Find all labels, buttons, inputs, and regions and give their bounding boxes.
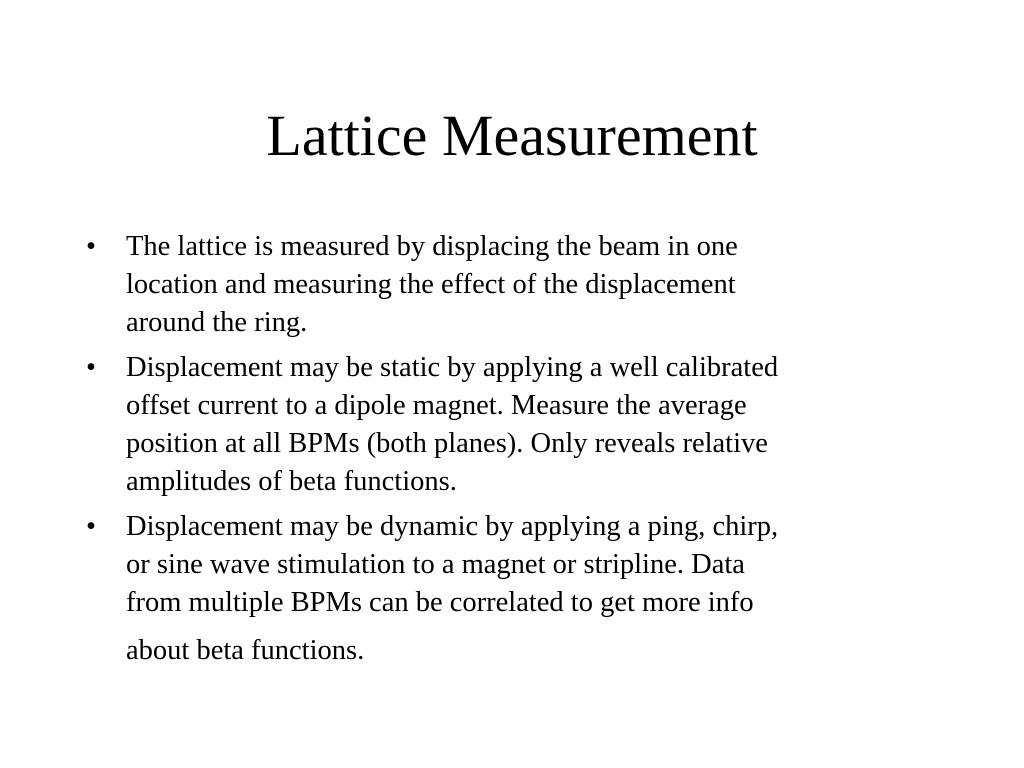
bullet-line: offset current to a dipole magnet. Measure the average bbox=[126, 390, 747, 421]
bullet-line: around the ring. bbox=[126, 307, 308, 338]
bullet-marker: • bbox=[86, 511, 96, 542]
bullet-line: amplitudes of beta functions. bbox=[126, 466, 457, 497]
bullet-line: position at all BPMs (both planes). Only reveals relative bbox=[126, 428, 768, 459]
bullet-line: or sine wave stimulation to a magnet or stripline. Data bbox=[126, 549, 745, 580]
bullet-marker: • bbox=[86, 352, 96, 383]
slide-title: Lattice Measurement bbox=[266, 103, 758, 168]
bullet-line: from multiple BPMs can be correlated to get more info bbox=[126, 587, 754, 618]
bullet-item-1 bbox=[86, 228, 966, 342]
bullet-marker: • bbox=[86, 231, 96, 262]
bullet-line: Displacement may be dynamic by applying a ping, chirp, bbox=[126, 511, 779, 542]
bullet-line: about beta functions. bbox=[126, 635, 365, 666]
bullet-line: location and measuring the effect of the displacement bbox=[126, 269, 736, 300]
bullet-line: The lattice is measured by displacing the beam in one bbox=[126, 231, 738, 262]
bullet-item-2 bbox=[86, 349, 966, 501]
bullet-line: Displacement may be static by applying a well calibrated bbox=[126, 352, 779, 383]
bullet-list bbox=[86, 228, 966, 677]
bullet-item-3 bbox=[86, 508, 966, 670]
